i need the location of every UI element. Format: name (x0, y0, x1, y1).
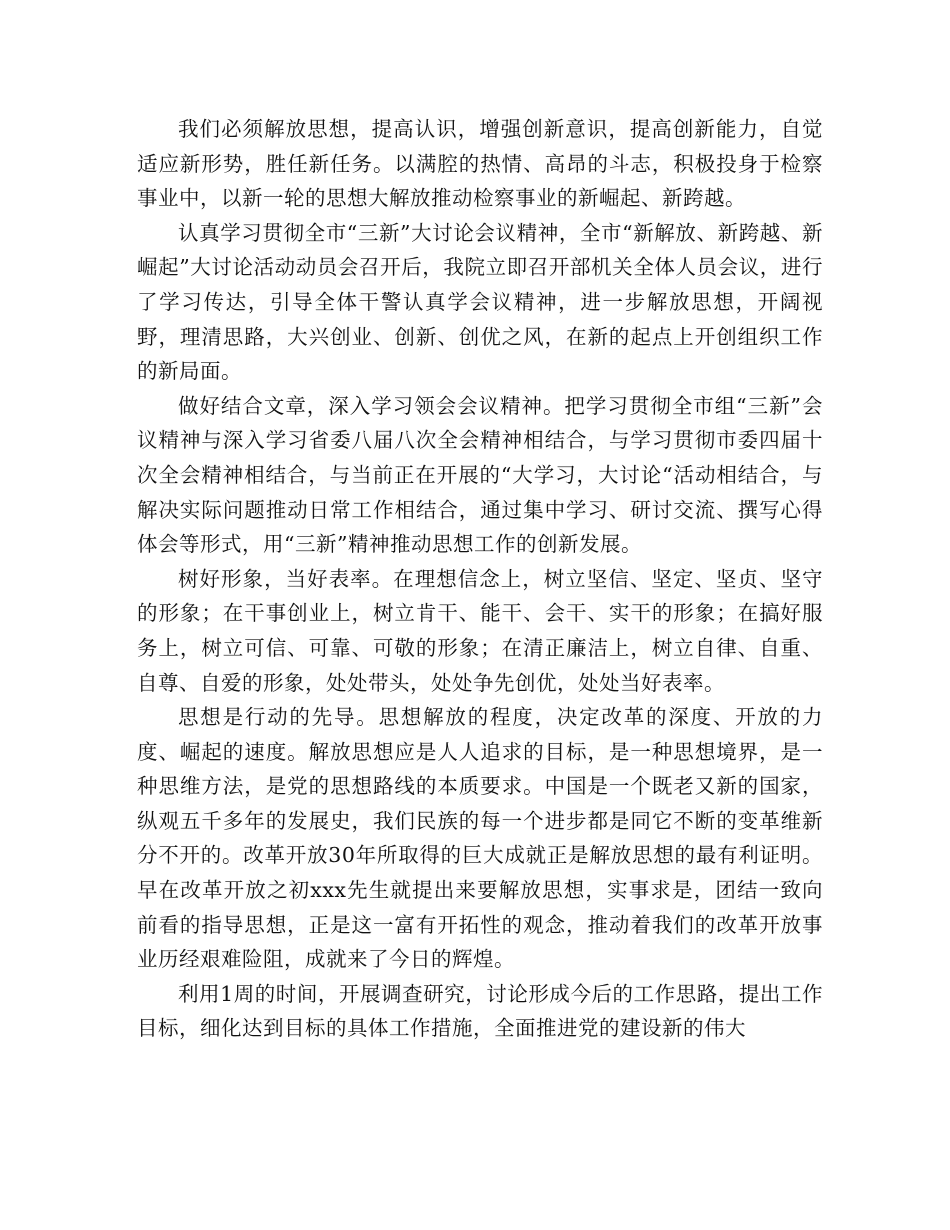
paragraph-2: 认真学习贯彻全市“三新”大讨论会议精神，全市“新解放、新跨越、新崛起”大讨论活动动员会召开后，我院立即召开部机关全体人员会议，进行了学习传达，引导全体干警认真学会议精神，进一步解放思想，开阔视野，理清思路，大兴创业、创新、创优之风，在新的起点上开创组织工作的新局面。 (137, 220, 823, 384)
paragraph-5: 思想是行动的先导。思想解放的程度，决定改革的深度、开放的力度、崛起的速度。解放思想应是人人追求的目标，是一种思想境界，是一种思维方法，是党的思想路线的本质要求。中国是一个既老又新的国家，纵观五千多年的发展史，我们民族的每一个进步都是同它不断的变革维新分不开的。改革开放30年所取得的巨大成就正是解放思想的最有利证明。早在改革开放之初xxx先生就提出来要解放思想，实事求是，团结一致向前看的指导思想，正是这一富有开拓性的观念，推动着我们的改革开放事业历经艰难险阻，成就来了今日的辉煌。 (137, 705, 823, 972)
paragraph-1: 我们必须解放思想，提高认识，增强创新意识，提高创新能力，自觉适应新形势，胜任新任务。以满腔的热情、高昂的斗志，积极投身于检察事业中，以新一轮的思想大解放推动检察事业的新崛起、新跨越。 (137, 117, 823, 211)
paragraph-3: 做好结合文章，深入学习领会会议精神。把学习贯彻全市组“三新”会议精神与深入学习省委八届八次全会精神相结合，与学习贯彻市委四届十次全会精神相结合，与当前正在开展的“大学习，大讨论“活动相结合，与解决实际问题推动日常工作相结合，通过集中学习、研讨交流、撰写心得体会等形式，用“三新”精神推动思想工作的创新发展。 (137, 393, 823, 557)
document-body (137, 112, 823, 1046)
paragraph-6: 利用1周的时间，开展调查研究，讨论形成今后的工作思路，提出工作目标，细化达到目标的具体工作措施，全面推进党的建设新的伟大 (137, 981, 823, 1041)
paragraph-4: 树好形象，当好表率。在理想信念上，树立坚信、坚定、坚贞、坚守的形象；在干事创业上，树立肯干、能干、会干、实干的形象；在搞好服务上，树立可信、可靠、可敬的形象；在清正廉洁上，树立自律、自重、自尊、自爱的形象，处处带头，处处争先创优，处处当好表率。 (137, 566, 823, 695)
